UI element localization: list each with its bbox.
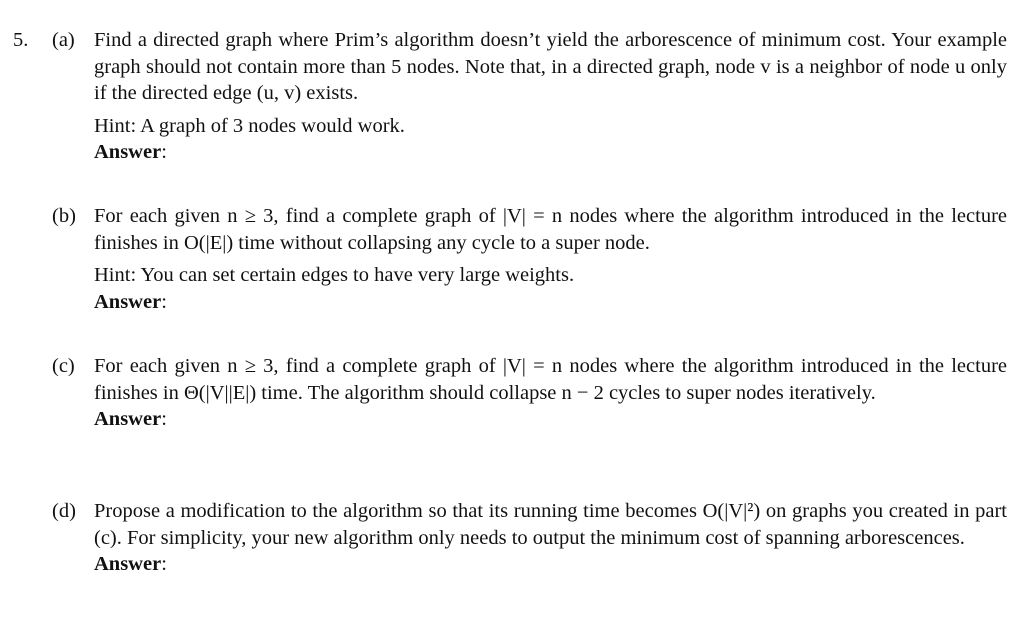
part-c-text: For each given n ≥ 3, find a complete graph of |V| = n nodes where the algorithm introduced in the lecture finishes in Θ(|V||E|) time. The algorithm should collapse n − 2 cycles to super nodes iteratively. bbox=[94, 355, 1007, 404]
part-b-label: (b) bbox=[52, 205, 76, 227]
question-number: 5. bbox=[13, 29, 29, 51]
part-c-label: (c) bbox=[52, 355, 75, 377]
part-a bbox=[52, 27, 1007, 166]
part-c bbox=[52, 353, 1007, 433]
part-d-text: Propose a modification to the algorithm so that its running time becomes O(|V|²) on graphs you created in part (c). For simplicity, your new algorithm only needs to output the minimum cost of spanning arborescences. bbox=[94, 500, 1007, 549]
part-d-answer: Answer: bbox=[94, 553, 167, 575]
part-d-label: (d) bbox=[52, 500, 76, 522]
part-b-text: For each given n ≥ 3, find a complete graph of |V| = n nodes where the algorithm introduced in the lecture finishes in O(|E|) time without collapsing any cycle to a super node. bbox=[94, 205, 1007, 254]
part-a-text: Find a directed graph where Prim’s algorithm doesn’t yield the arborescence of minimum cost. Your example graph should not contain more than 5 nodes. Note that, in a directed graph, node v is a neighbor of node u only if the directed edge (u, v) exists. bbox=[94, 29, 1007, 104]
part-a-answer: Answer: bbox=[94, 141, 167, 163]
part-a-hint: Hint: A graph of 3 nodes would work. bbox=[94, 114, 405, 137]
part-c-answer: Answer: bbox=[94, 408, 167, 430]
part-b-hint: Hint: You can set certain edges to have very large weights. bbox=[94, 264, 575, 286]
part-b bbox=[52, 203, 1007, 315]
part-a-label: (a) bbox=[52, 29, 75, 51]
part-b-answer: Answer: bbox=[94, 290, 167, 313]
part-d bbox=[52, 498, 1007, 578]
